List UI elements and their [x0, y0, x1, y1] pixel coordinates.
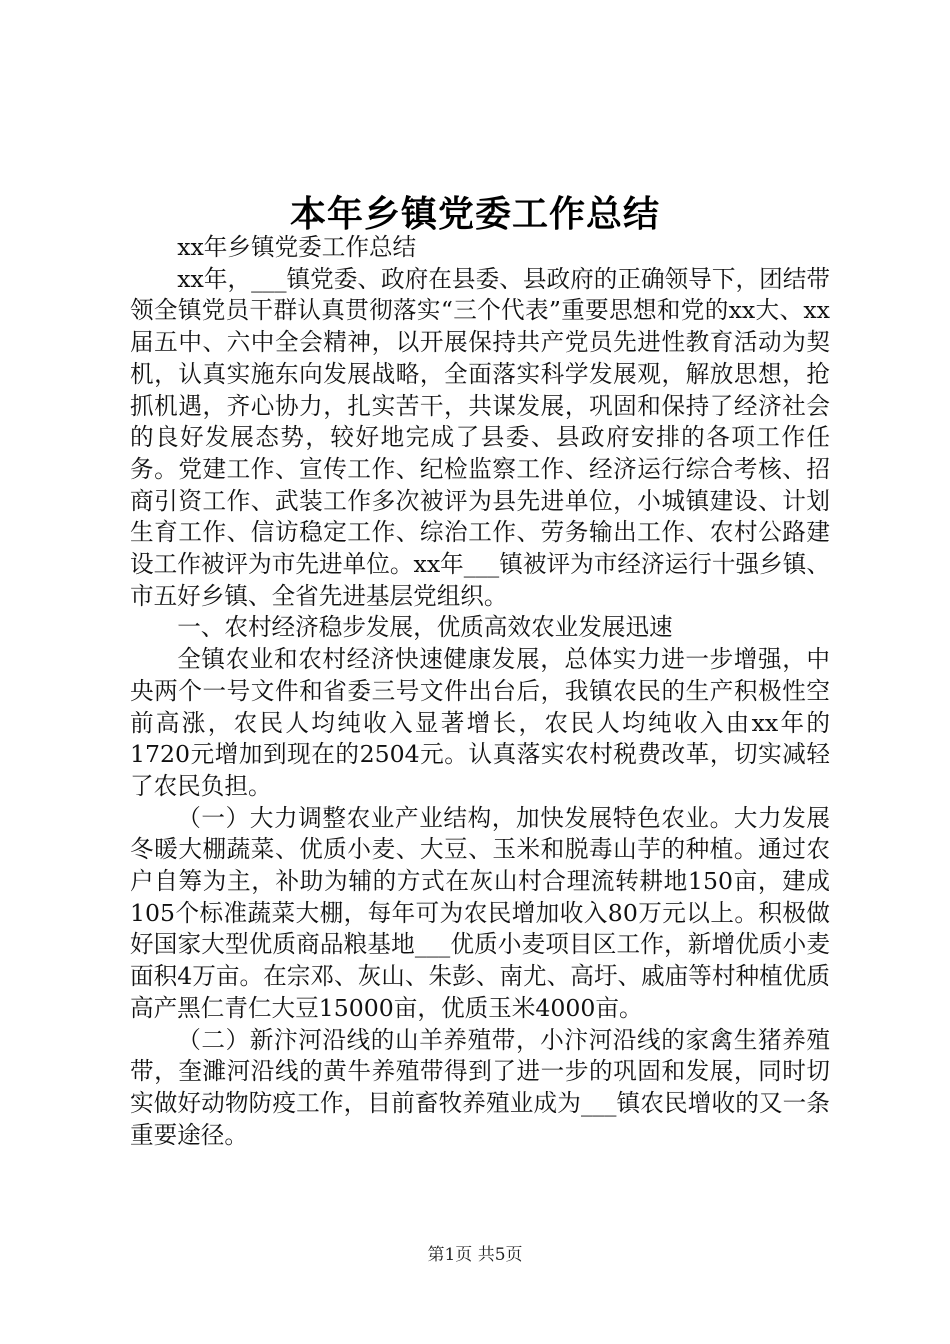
paragraph-item-1: （一）大力调整农业产业结构，加快发展特色农业。大力发展冬暖大棚蔬菜、优质小麦、大豆、玉米和脱毒山芋的种植。通过农户自筹为主，补助为辅的方式在灰山村合理流转耕地150亩，建成105个标准蔬菜大棚，每年可为农民增加收入80万元以上。积极做好国家大型优质商品粮基地___优质小麦项目区工作，新增优质小麦面积4万亩。在宗邓、灰山、朱彭、南尤、高圩、戚庙等村种植优质高产黑仁青仁大豆15000亩，优质玉米4000亩。: [130, 803, 830, 1022]
paragraph-subtitle: xx年乡镇党委工作总结: [177, 233, 417, 261]
section-heading-1: 一、农村经济稳步发展，优质高效农业发展迅速: [177, 613, 673, 642]
document-body: [130, 232, 830, 1151]
paragraph-intro: xx年，___镇党委、政府在县委、县政府的正确领导下，团结带领全镇党员干群认真贯彻落实“三个代表”重要思想和党的xx大、xx届五中、六中全会精神，以开展保持共产党员先进性教育活动为契机，认真实施东向发展战略，全面落实科学发展观，解放思想，抢抓机遇，齐心协力，扎实苦干，共谋发展，巩固和保持了经济社会的良好发展态势，较好地完成了县委、县政府安排的各项工作任务。党建工作、宣传工作、纪检监察工作、经济运行综合考核、招商引资工作、武装工作多次被评为县先进单位，小城镇建设、计划生育工作、信访稳定工作、综治工作、劳务输出工作、农村公路建设工作被评为市先进单位。xx年___镇被评为市经济运行十强乡镇、市五好乡镇、全省先进基层党组织。: [130, 264, 830, 610]
page-footer: 第1页 共5页: [427, 1245, 523, 1265]
paragraph-item-2: （二）新汴河沿线的山羊养殖带，小汴河沿线的家禽生猪养殖带，奎濉河沿线的黄牛养殖带得到了进一步的巩固和发展，同时切实做好动物防疫工作，目前畜牧养殖业成为___镇农民增收的又一条重要途径。: [130, 1025, 830, 1149]
paragraph-agriculture: 全镇农业和农村经济快速健康发展，总体实力进一步增强，中央两个一号文件和省委三号文件出台后，我镇农民的生产积极性空前高涨，农民人均纯收入显著增长，农民人均纯收入由xx年的1720元增加到现在的2504元。认真落实农村税费改革，切实减轻了农民负担。: [130, 645, 830, 800]
document-title: 本年乡镇党委工作总结: [289, 194, 660, 235]
